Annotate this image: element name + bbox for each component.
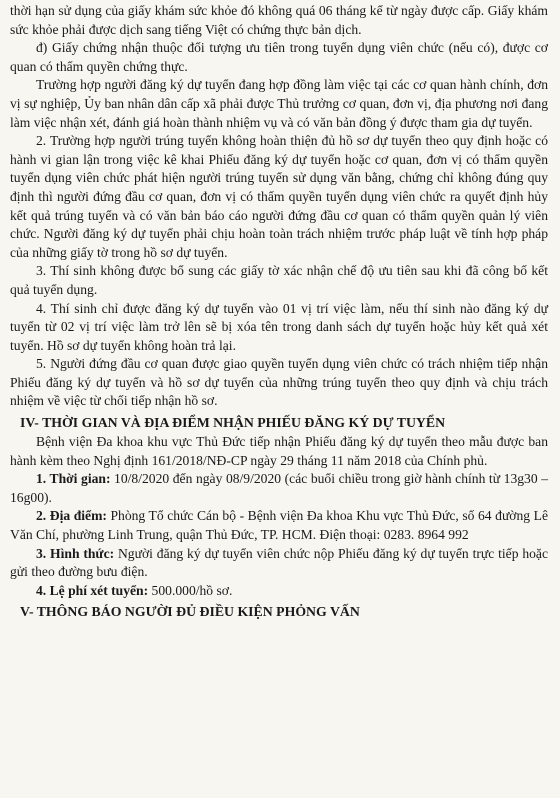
paragraph-item-5: 5. Người đứng đầu cơ quan được giao quyền tuyển dụng viên chức có trách nhiệm tiếp nhận Phiếu đăng ký dự tuyển và hồ sơ dự tuyển của những trúng tuyển theo quy định và chịu trách nhiệm về việc từ chối tiếp nhận hồ sơ. (10, 356, 548, 409)
fee-label: 4. Lệ phí xét tuyển: (36, 582, 149, 598)
paragraph-item-3: 3. Thí sinh không được bổ sung các giấy tờ xác nhận chế độ ưu tiên sau khi đã công bố kết quả tuyển dụng. (10, 263, 548, 297)
form-item (10, 545, 548, 582)
time-text: 10/8/2020 đến ngày 08/9/2020 (các buổi chiều trong giờ hành chính từ 13g30 – 16g00). (10, 471, 548, 505)
time-item (10, 470, 548, 507)
place-text: Phòng Tổ chức Cán bộ - Bệnh viện Đa khoa Khu vực Thủ Đức, số 64 đường Lê Văn Chí, phường Linh Trung, quận Thủ Đức, TP. HCM. Điện thoại: 0283. 8964 992 (10, 508, 548, 543)
section-5-heading: V- THÔNG BÁO NGƯỜI ĐỦ ĐIỀU KIỆN PHỎNG VẤN (20, 604, 360, 620)
paragraph-priority-certificate: đ) Giấy chứng nhận thuộc đối tượng ưu tiên trong tuyển dụng viên chức (nếu có), được cơ quan có thẩm quyền chứng thực. (10, 40, 548, 74)
place-item (10, 507, 548, 544)
paragraph-contract-case: Trường hợp người đăng ký dự tuyển đang hợp đồng làm việc tại các cơ quan hành chính, đơn vị sự nghiệp, Ủy ban nhân dân cấp xã phải được Thủ trưởng cơ quan, đơn vị, địa phương nơi đang làm việc nhận xét, đánh giá hoàn thành nhiệm vụ và có văn bản đồng ý được tham gia dự tuyển. (10, 77, 548, 130)
fee-item (10, 582, 548, 601)
place-label: 2. Địa điểm: (36, 508, 107, 524)
section-4-heading: IV- THỜI GIAN VÀ ĐỊA ĐIỂM NHẬN PHIẾU ĐĂNG KÝ DỰ TUYỂN (20, 415, 446, 431)
form-text: Người đăng ký dự tuyển viên chức nộp Phiếu đăng ký dự tuyển trực tiếp hoặc gửi theo đường bưu điện. (10, 545, 548, 580)
paragraph-item-4: 4. Thí sinh chỉ được đăng ký dự tuyển vào 01 vị trí việc làm, nếu thí sinh nào đăng ký dự tuyển từ 02 vị trí việc làm trở lên sẽ bị xóa tên trong danh sách dự tuyển hoặc hủy kết quả xét tuyển. Hồ sơ dự tuyển không hoàn trả lại. (10, 300, 548, 353)
paragraph-item-2: 2. Trường hợp người trúng tuyển không hoàn thiện đủ hồ sơ dự tuyển theo quy định hoặc có hành vi gian lận trong việc kê khai Phiếu đăng ký dự tuyển hoặc cơ quan, đơn vị có thẩm quyền tuyển dụng viên chức phát hiện người trúng tuyển sử dụng văn bằng, chứng chỉ không đúng quy định thì người đứng đầu cơ quan, đơn vị có thẩm quyền tuyển dụng viên chức ra quyết định hủy kết quả trúng tuyển và có văn bản báo cáo người đứng đầu cơ quan có thẩm quyền quản lý viên chức. Người đăng ký dự tuyển phải chịu hoàn toàn trách nhiệm trước pháp luật về tính hợp pháp của những giấy tờ trong hồ sơ dự tuyển. (10, 133, 548, 260)
paragraph-health-certificate: thời hạn sử dụng của giấy khám sức khỏe đó không quá 06 tháng kể từ ngày được cấp. Giấy khám sức khỏe phải được dịch sang tiếng Việt có chứng thực bản dịch. (10, 3, 548, 37)
form-label: 3. Hình thức: (36, 545, 115, 561)
section-4-intro: Bệnh viện Đa khoa khu vực Thủ Đức tiếp nhận Phiếu đăng ký dự tuyển theo mẫu được ban hành kèm theo Nghị định 161/2018/NĐ-CP ngày 29 tháng 11 năm 2018 của Chính phủ. (10, 434, 548, 468)
time-label: 1. Thời gian: (36, 471, 111, 487)
fee-text: 500.000/hồ sơ. (148, 582, 233, 598)
